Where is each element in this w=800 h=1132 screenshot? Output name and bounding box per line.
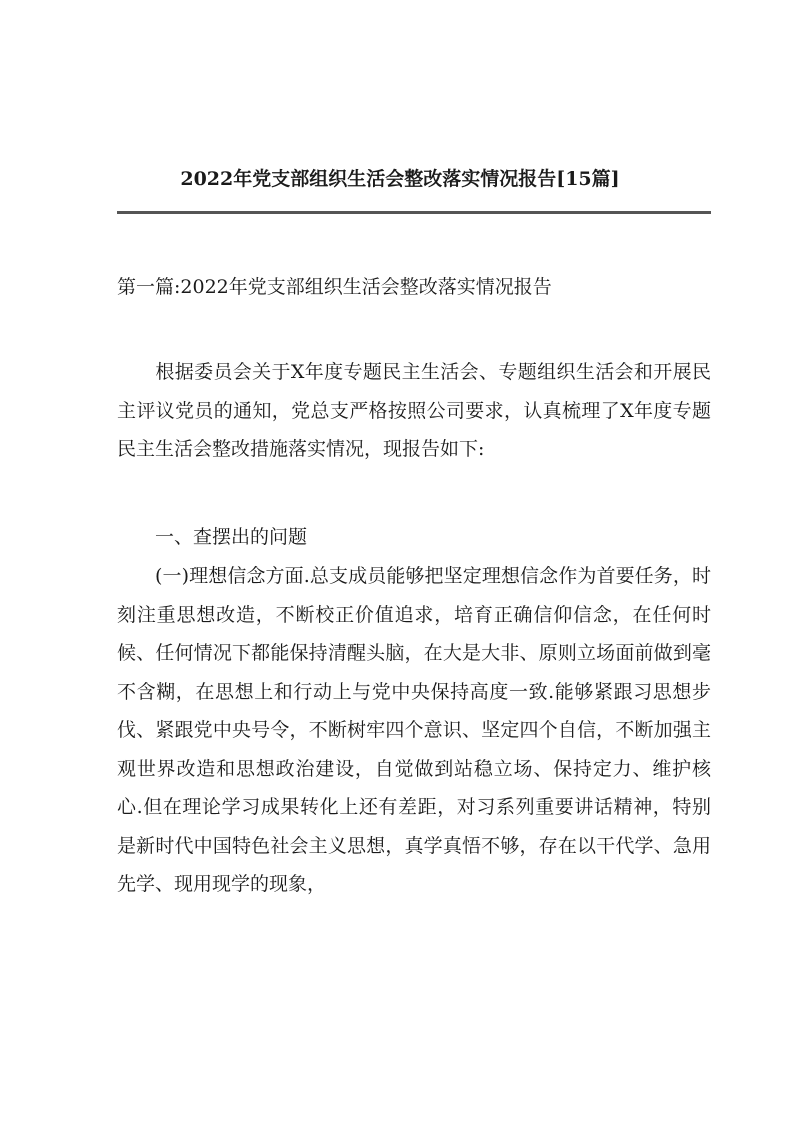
intro-paragraph: [117, 353, 711, 469]
intro-paragraph-text: 根据委员会关于X年度专题民主生活会、专题组织生活会和开展民主评议党员的通知，党总支严格按照公司要求，认真梳理了X年度专题民主生活会整改措施落实情况，现报告如下:: [117, 361, 711, 460]
subheading: [117, 518, 711, 557]
title-divider: [117, 211, 711, 214]
body-paragraph-text: (一)理想信念方面.总支成员能够把坚定理想信念作为首要任务，时刻注重思想改造，不断校正价值追求，培育正确信仰信念，在任何时候、任何情况下都能保持清醒头脑，在大是大非、原则立场面前做到毫不含糊，在思想上和行动上与党中央保持高度一致.能够紧跟习思想步伐、紧跟党中央号令，不断树牢四个意识、坚定四个自信，不断加强主观世界改造和思想政治建设，自觉做到站稳立场、保持定力、维护核心.但在理论学习成果转化上还有差距，对习系列重要讲话精神，特别是新时代中国特色社会主义思想，真学真悟不够，存在以干代学、急用先学、现用现学的现象，: [117, 565, 711, 895]
document-title: 2022年党支部组织生活会整改落实情况报告[15篇]: [180, 168, 620, 190]
body-paragraph: [117, 557, 711, 904]
section-heading: 第一篇:2022年党支部组织生活会整改落实情况报告: [117, 276, 552, 298]
subheading-text: 一、查摆出的问题: [155, 526, 308, 548]
